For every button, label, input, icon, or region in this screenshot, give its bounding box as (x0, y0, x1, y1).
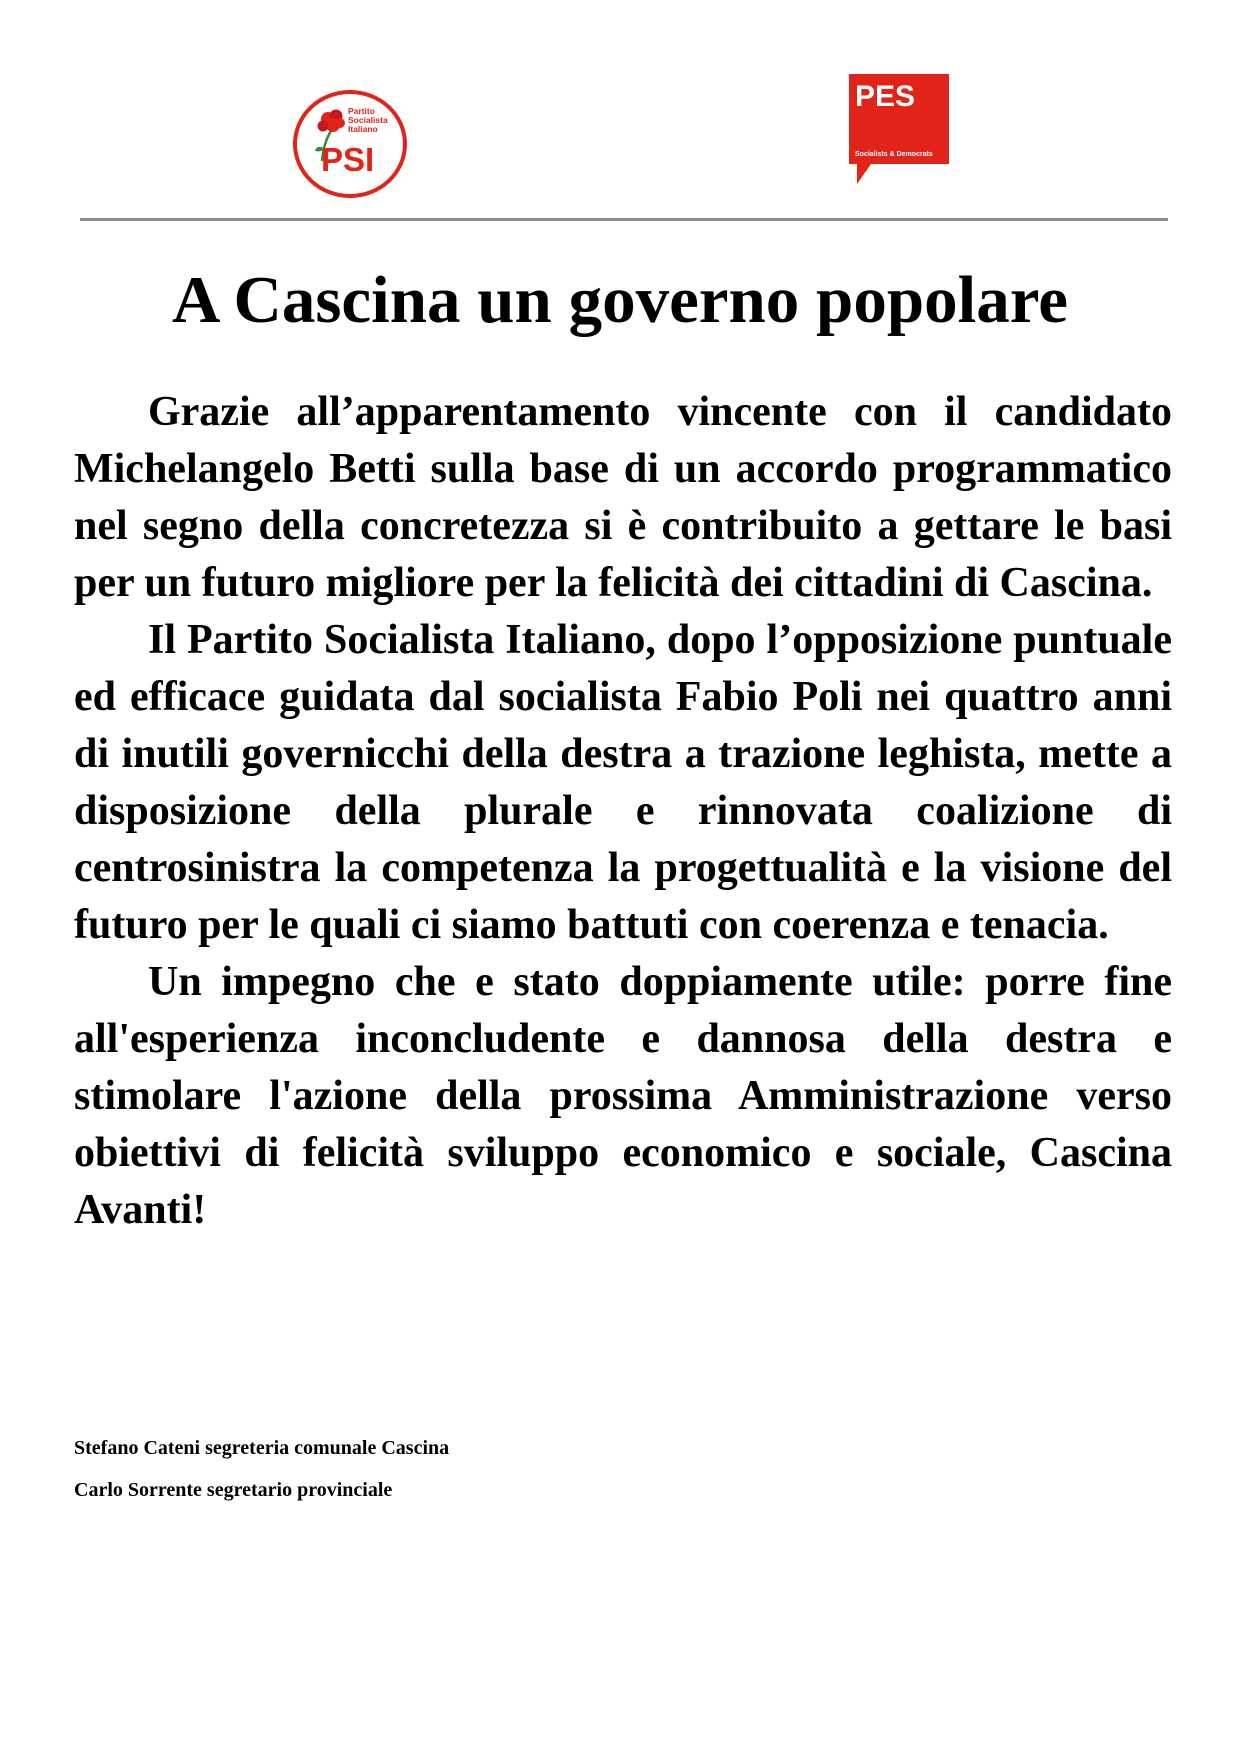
pes-logo-acronym: PES (855, 80, 916, 113)
psi-logo-acronym: PSI (321, 141, 375, 178)
psi-logo (291, 89, 409, 199)
paragraph-3: Un impegno che e stato doppiamente utile: porre fine all'esperienza inconcludente e dannosa della destra e stimolare l'azione della prossima Amministrazione verso obiettivi di felicità sviluppo economico e sociale, Cascina Avanti! (74, 959, 1172, 1233)
signature-line: Stefano Cateni segreteria comunale Cascina (74, 1437, 450, 1459)
paragraph-2: Il Partito Socialista Italiano, dopo l’opposizione puntuale ed efficace guidata dal socialista Fabio Poli nei quattro anni di inutili governicchi della destra a trazione leghista, mette a disposizione della plurale e rinnovata coalizione di centrosinistra la competenza la progettualità e la visione del futuro per le quali ci siamo battuti con coerenza e tenacia. (74, 617, 1172, 948)
paragraph-1: Grazie all’apparentamento vincente con il candidato Michelangelo Betti sulla base di un accordo programmatico nel segno della concretezza si è contribuito a gettare le basi per un futuro migliore per la felicità dei cittadini di Cascina. (74, 389, 1172, 606)
signature-line: Carlo Sorrente segretario provinciale (74, 1479, 393, 1501)
signature-block (74, 1434, 974, 1518)
pes-logo-tagline: Socialists & Democrats (855, 151, 933, 158)
header-divider (80, 218, 1168, 221)
pes-logo (849, 74, 949, 188)
psi-logo-line3: Italiano (348, 124, 378, 134)
document-title: A Cascina un governo popolare (172, 263, 1068, 337)
psi-logo-line1: Partito (348, 106, 375, 116)
document-body (74, 384, 1172, 1239)
psi-logo-line2: Socialista (348, 115, 388, 125)
